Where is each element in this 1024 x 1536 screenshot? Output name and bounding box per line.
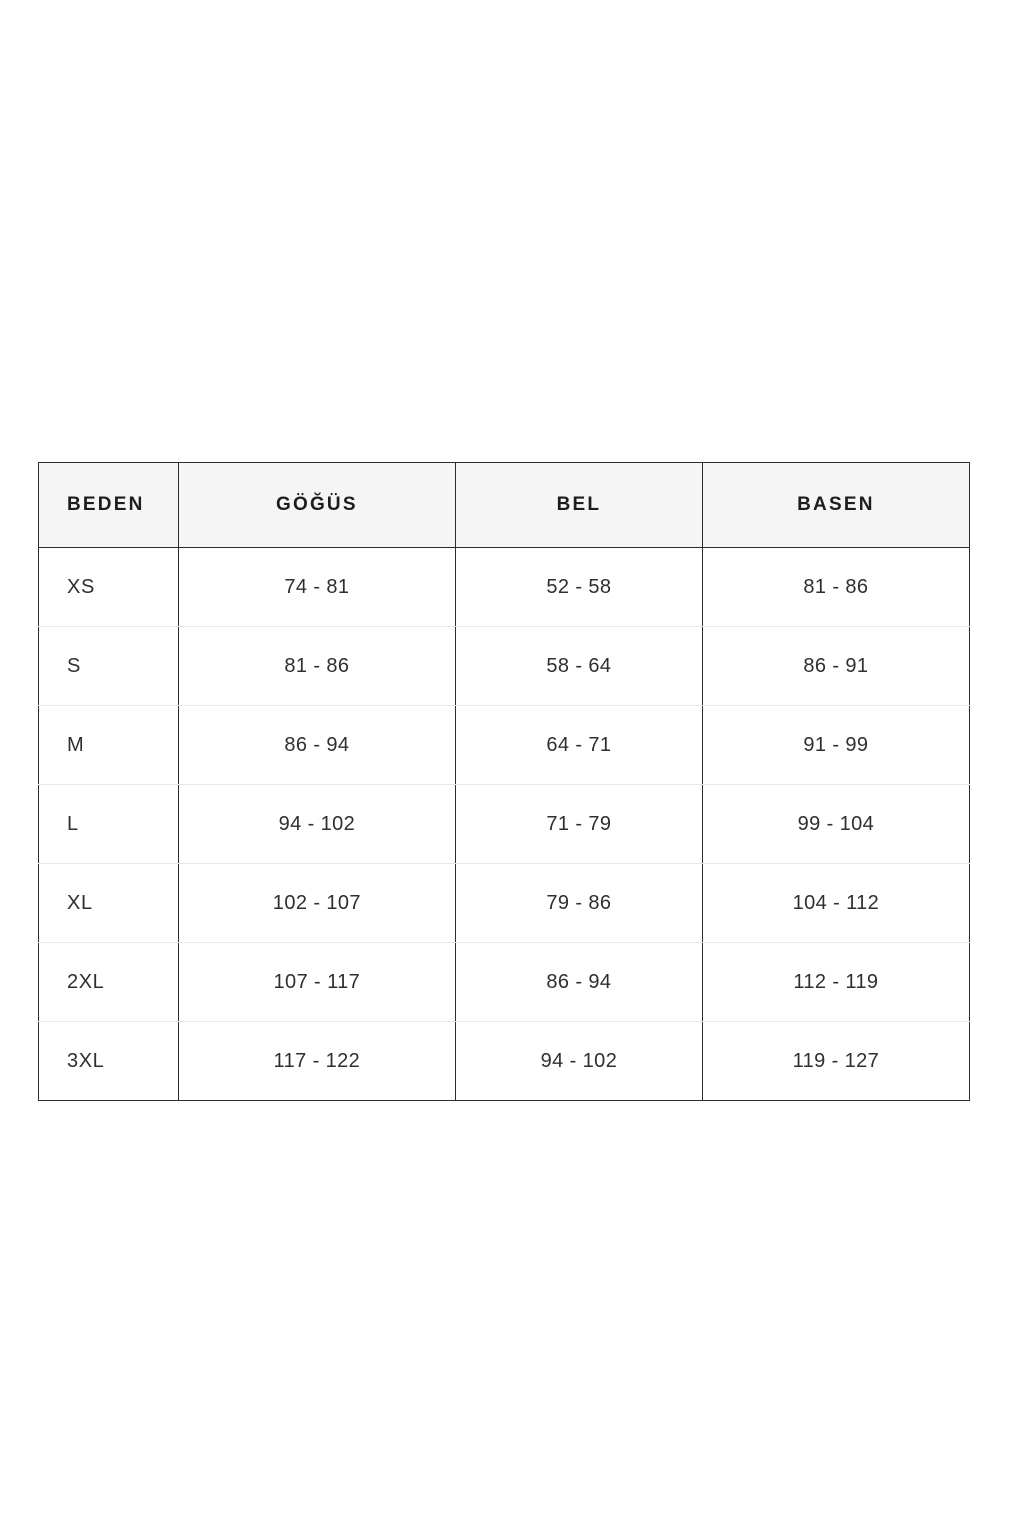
cell-beden: 2XL	[39, 943, 179, 1022]
column-header-gogus: GÖĞÜS	[178, 463, 455, 548]
cell-basen: 99 - 104	[702, 785, 969, 864]
cell-basen: 81 - 86	[702, 548, 969, 627]
cell-bel: 71 - 79	[456, 785, 703, 864]
cell-beden: M	[39, 706, 179, 785]
table-row	[39, 627, 970, 706]
cell-gogus: 86 - 94	[178, 706, 455, 785]
cell-basen: 91 - 99	[702, 706, 969, 785]
table-row	[39, 943, 970, 1022]
column-header-beden: BEDEN	[39, 463, 179, 548]
table-header	[39, 463, 970, 548]
size-chart-table	[38, 462, 970, 1101]
table-row	[39, 706, 970, 785]
cell-gogus: 107 - 117	[178, 943, 455, 1022]
table-row	[39, 864, 970, 943]
cell-bel: 94 - 102	[456, 1022, 703, 1101]
cell-gogus: 102 - 107	[178, 864, 455, 943]
cell-gogus: 94 - 102	[178, 785, 455, 864]
cell-beden: L	[39, 785, 179, 864]
size-chart-container	[38, 462, 970, 1101]
table-row	[39, 785, 970, 864]
cell-basen: 104 - 112	[702, 864, 969, 943]
cell-basen: 112 - 119	[702, 943, 969, 1022]
cell-gogus: 74 - 81	[178, 548, 455, 627]
cell-beden: XS	[39, 548, 179, 627]
cell-bel: 79 - 86	[456, 864, 703, 943]
table-body	[39, 548, 970, 1101]
cell-gogus: 117 - 122	[178, 1022, 455, 1101]
column-header-bel: BEL	[456, 463, 703, 548]
cell-beden: 3XL	[39, 1022, 179, 1101]
cell-bel: 52 - 58	[456, 548, 703, 627]
column-header-basen: BASEN	[702, 463, 969, 548]
table-row	[39, 1022, 970, 1101]
cell-beden: XL	[39, 864, 179, 943]
cell-basen: 119 - 127	[792, 1049, 880, 1072]
cell-basen: 86 - 91	[702, 627, 969, 706]
cell-beden: S	[39, 627, 179, 706]
cell-bel: 86 - 94	[456, 943, 703, 1022]
table-header-row	[39, 463, 970, 548]
cell-bel: 58 - 64	[456, 627, 703, 706]
table-row	[39, 548, 970, 627]
cell-gogus: 81 - 86	[178, 627, 455, 706]
cell-bel: 64 - 71	[456, 706, 703, 785]
